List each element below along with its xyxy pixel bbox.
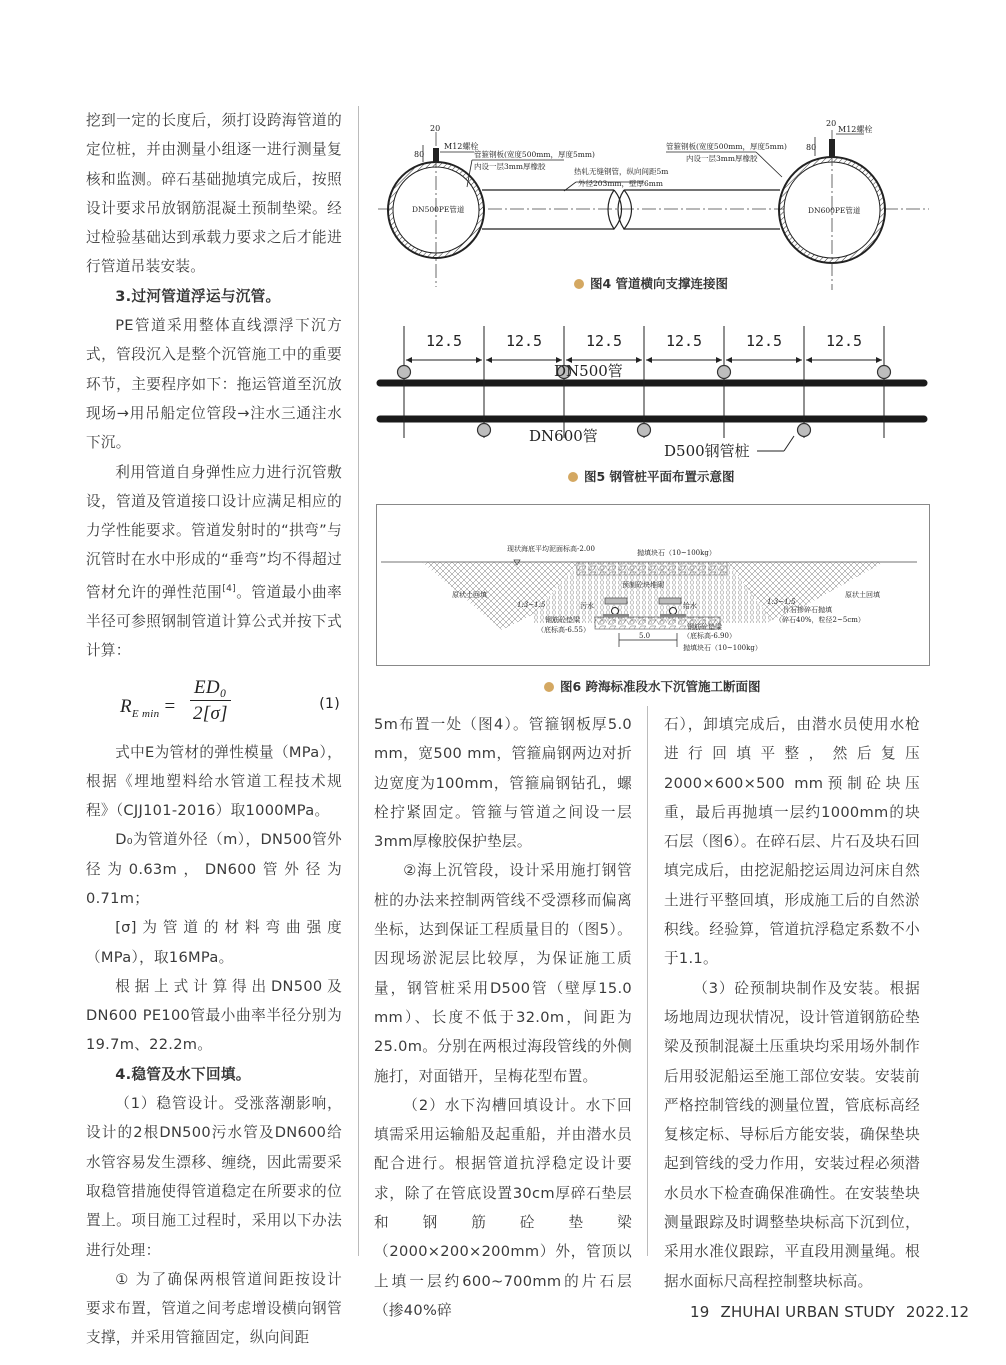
steel-pipe-label-2: 外径203mm，壁厚6mm <box>578 179 664 188</box>
dimension-arrow <box>476 357 482 363</box>
paragraph: 利用管道自身弹性应力进行沉管敷设，管道及管道接口设计应满足相应的力学性能要求。管道发射时的“拱弯”与沉管时在水中形成的“垂弯”均不得超过管材允许的弹性范围[4]。管道最小曲率半径可参照钢制管道计算公式并按下式计算： <box>86 463 342 660</box>
paragraph: 石），卸填完成后，由潜水员使用水枪进行回填平整，然后复压2000×600×500 mm预制砼块压重，最后再抛填一层约1000mm的块石层（图6）。在碎石层、片石及块石回填完成后，由挖泥船挖运周边河床自然土进行平整回填，形成施工后的自然淤积线。经验算，管道抗浮稳定系数不小于1.1。 <box>664 716 920 968</box>
column-1 <box>86 106 342 1353</box>
beam-right-label-2: （底标高-6.90） <box>683 632 736 640</box>
page-number: 19 <box>690 1303 710 1321</box>
steel-pile-marker <box>878 366 891 379</box>
spacing-label: 12.5 <box>825 332 863 350</box>
hoop-label-left-1: 管箍钢板(宽度500mm，厚度5mm) <box>474 150 595 159</box>
sewage-pipe <box>612 608 619 615</box>
slope-left-label: 1:3~1:5 <box>517 601 546 609</box>
formula-1 <box>86 672 342 734</box>
dim-20-left: 20 <box>430 124 441 133</box>
paragraph: 5m布置一处（图4）。管箍钢板厚5.0 mm，宽500 mm，管箍扁钢两边对折边宽度为100mm，管箍扁钢钻孔，螺栓拧紧固定。管箍与管道之间设一层3mm厚橡胶保护垫层。 <box>374 716 632 851</box>
stone-fill-label-2: （碎石40%，粒径2~5cm） <box>775 616 865 624</box>
dn600-label: DN600管 <box>529 427 598 445</box>
figure-6-drawing <box>377 505 929 665</box>
dimension-arrow <box>646 357 652 363</box>
bolt-left <box>433 148 439 162</box>
steel-pile-marker <box>398 366 411 379</box>
paragraph: D₀为管道外径（m），DN500管外径为0.63m，DN600管外径为0.71m； <box>86 831 342 907</box>
paragraph: ②海上沉管段，设计采用施打钢管桩的办法来控制两管线不受漂移而偏离坐标，达到保证工程质量目的（图5）。因现场淤泥层比较厚，为保证施工质量，钢管桩采用D500管（壁厚15.0 mm）、长度不低于32.0m，间距为25.0m。分别在两根过海段管线的外侧施打，对面错开，呈梅花型布置。 <box>374 862 632 1085</box>
column-3 <box>664 710 920 1296</box>
paragraph: 挖到一定的长度后，须打设跨海管道的定位桩，并由测量小组逐一进行测量复核和监测。碎石基础抛填完成后，按照设计要求吊放钢筋混凝土预制垫梁。经过检验基础达到承载力要求之后才能进行管道吊装安装。 <box>86 112 342 276</box>
dimension-arrow <box>726 357 732 363</box>
figure-4 <box>374 112 934 292</box>
dim-20-right: 20 <box>826 119 837 128</box>
column-divider <box>647 706 648 1256</box>
figure-6 <box>376 504 930 666</box>
paragraph: 式中E为管材的弹性模量（MPa），根据《埋地塑料给水管道工程技术规程》（CJJ101-2016）取1000MPa。 <box>86 743 342 820</box>
equation-number: (1) <box>319 695 340 712</box>
issue-date: 2022.12 <box>905 1303 970 1321</box>
paragraph: PE管道采用整体直线漂浮下沉方式，管段沉入是整个沉管施工中的重要环节，主要程序如下：拖运管道至沉放现场→用吊船定位管段→注水三通注水下沉。 <box>86 317 342 452</box>
hoop-label-right-1: 管箍钢板(宽度500mm，厚度5mm) <box>666 142 787 151</box>
bolt-label-right: M12螺栓 <box>838 125 873 134</box>
slope-right-label: 1:3~1:5 <box>767 598 796 606</box>
caption-dot-icon <box>568 472 578 482</box>
spacing-label: 12.5 <box>425 332 463 350</box>
steel-pile-marker <box>638 424 651 437</box>
rock-top-layer <box>577 562 727 575</box>
steel-pile-marker <box>718 366 731 379</box>
dimension-arrow <box>716 357 722 363</box>
steel-pile-marker <box>478 424 491 437</box>
paragraph: （1）稳管设计。受涨落潮影响，设计的2根DN500污水管及DN600给水管容易发生漂移、缠绕，因此需要采取稳管措施使得管道稳定在所要求的位置上。项目施工过程时，采用以下办法进行处理： <box>86 1095 342 1259</box>
rock-bottom-label: 抛填块石（10~100kg） <box>683 644 762 652</box>
beam-left-label-2: （底标高-6.55） <box>537 626 590 634</box>
stone-fill-label-1: 片石掺碎石抛填 <box>783 606 832 614</box>
beam-left <box>603 614 629 617</box>
figure-4-drawing <box>374 112 934 292</box>
width-label: 5.0 <box>639 632 651 640</box>
paragraph: ① 为了确保两根管道间距按设计要求布置，管道之间考虑增设横向钢管支撑，并采用管箍固定，纵向间距 <box>86 1270 342 1347</box>
dimension-arrow <box>406 357 412 363</box>
column-divider <box>358 106 359 1256</box>
spacing-label: 12.5 <box>665 332 703 350</box>
page-footer <box>690 1303 975 1321</box>
dimension-arrow <box>636 357 642 363</box>
caption-dot-icon <box>544 682 554 692</box>
dim-80-right: 80 <box>806 143 817 152</box>
precast-block-right <box>659 598 681 604</box>
beam-right-label-1: 钢筋砼垫梁 <box>687 623 722 631</box>
hoop-label-left-2: 内设一层3mm厚橡胶 <box>474 162 546 171</box>
pile-label: D500钢管桩 <box>664 442 750 458</box>
dn500-label: DN500管 <box>554 362 623 380</box>
spacing-label: 12.5 <box>585 332 623 350</box>
seabed-label: 现状海底平均泥面标高-2.00 <box>507 545 595 553</box>
precast-block-label: 预制砼块堆砌 <box>622 581 664 589</box>
supply-pipe <box>670 608 677 615</box>
dimension-arrow <box>806 357 812 363</box>
pipe-label-right: DN600PE管道 <box>808 206 861 215</box>
steel-pile-marker <box>798 424 811 437</box>
section-heading-4: 4.稳管及水下回填。 <box>115 1065 251 1083</box>
figure-5-caption: 图5 钢管桩平面布置示意图 <box>568 467 735 485</box>
section-heading-3: 3.过河管道浮运与沉管。 <box>115 287 281 305</box>
paragraph: 根据上式计算得出DN500及DN600 PE100管最小曲率半径分别为19.7m、22.2m。 <box>86 977 342 1054</box>
formula-fraction: $\frac{\text{ED₀}}{2[\sigma]}$ <box>190 676 231 727</box>
hoop-label-right-2: 内设一层3mm厚橡胶 <box>686 154 758 163</box>
spacing-label: 12.5 <box>745 332 783 350</box>
paragraph: （2）水下沟槽回填设计。水下回填需采用运输船及起重船，并由潜水员配合进行。根据管道抗浮稳定设计要求，除了在管底设置30cm厚碎石垫层和钢筋砼垫梁（2000×200×200mm）外，管顶以上填一层约600~700mm的片石层（掺40%碎 <box>374 1096 632 1319</box>
rock-top-label: 抛填块石（10~100kg） <box>637 549 716 557</box>
bolt-right <box>829 139 835 157</box>
column-2 <box>374 710 632 1325</box>
formula-lhs: $R_{E min}$ = <box>120 695 176 720</box>
caption-dot-icon <box>574 279 584 289</box>
dimension-arrow <box>876 357 882 363</box>
citation-ref[interactable]: [4] <box>222 583 236 594</box>
figure-5-drawing <box>374 318 934 458</box>
supply-label: 给水 <box>683 602 697 610</box>
figure-6-caption: 图6 跨海标准段水下沉管施工断面图 <box>544 677 761 695</box>
pipe-label-left: DN500PE管道 <box>412 205 465 214</box>
journal-name: ZHUHAI URBAN STUDY <box>720 1303 895 1321</box>
beam-right <box>660 614 686 617</box>
precast-block-left <box>605 598 627 604</box>
sewage-label: 污水 <box>580 602 594 610</box>
bolt-label-left: M12螺栓 <box>444 142 479 151</box>
beam-left-label-1: 钢筋砼垫梁 <box>545 616 580 624</box>
paragraph: [σ]为管道的材料弯曲强度（MPa），取16MPa。 <box>86 919 342 966</box>
backfill-left-label: 原状土回填 <box>452 591 487 599</box>
figure-4-caption: 图4 管道横向支撑连接图 <box>574 274 728 292</box>
spacing-label: 12.5 <box>505 332 543 350</box>
paragraph: （3）砼预制块制作及安装。根据场地周边现状情况，设计管道钢筋砼垫梁及预制混凝土压重块均采用场外制作后用驳泥船运至施工部位安装。安装前严格控制管线的测量位置，管底标高经复核定标、导标后方能安装，确保垫块起到管线的受力作用，安装过程必须潜水员水下检查确保准确性。在安装垫块测量跟踪及时调整垫块标高下沉到位，采用水准仪跟踪，平直段用测量绳。根据水面标尺高程控制整块标高。 <box>664 979 920 1290</box>
backfill-right-label: 原状土回填 <box>845 591 880 599</box>
steel-pipe-label-1: 热轧无缝钢管，纵向间距5m <box>574 167 669 176</box>
figure-5 <box>374 318 934 458</box>
dim-80-left: 80 <box>414 150 425 159</box>
dimension-arrow <box>486 357 492 363</box>
dimension-arrow <box>796 357 802 363</box>
